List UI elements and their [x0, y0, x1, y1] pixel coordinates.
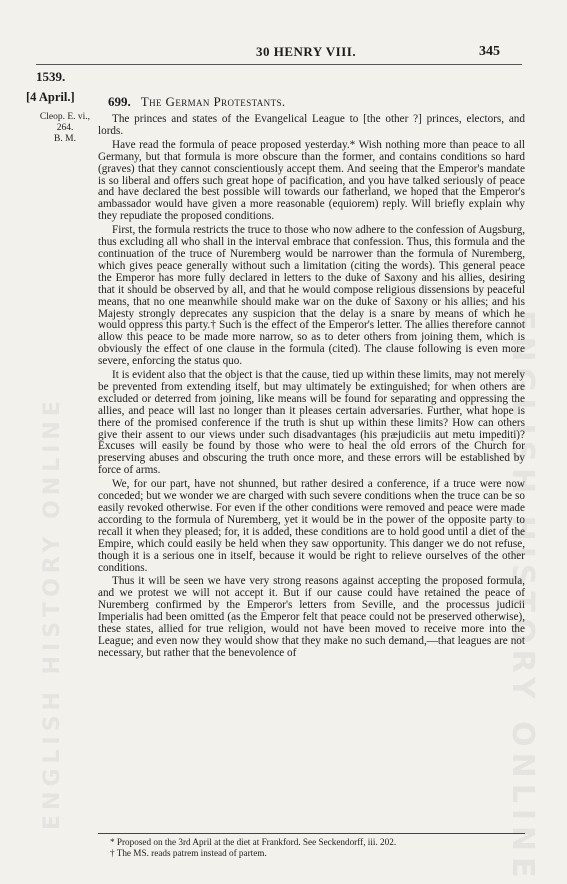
paragraph: Thus it will be seen we have very strong reasons against accepting the proposed formula, and we protest we will not accept it. But if our cause could have retained the peace of Nuremberg confirmed by the Emperor's letters from Seville, and the processus judicii Imperialis had been omitted (as the Emperor felt that peace could not be preserved otherwise), these states, allied for true religion, would not have been moved to receive more into the League; and even now they would show that they make no such demand,—that leagues are not necessary, but rather that the benevolence of — [98, 575, 525, 659]
paragraph: We, for our part, have not shunned, but rather desired a conference, if a truce were now conceded; but we wonder we are charged with such severe conditions when the truce can be so easily revoked otherwise. For even if the other conditions were removed and peace were made according to the formula of Nuremberg, yet it would be in the power of the opposite party to recall it when they pleased; for, it is added, these conditions are to hold good until a diet of the Empire, which could easily be held when they saw opportunity. This danger we do not refuse, though it is a serious one in itself, because it would be right to relieve ourselves of the other conditions. — [98, 478, 525, 574]
footnotes — [110, 837, 520, 858]
footnote: * Proposed on the 3rd April at the diet at Frankford. See Seckendorff, iii. 202. — [110, 837, 397, 847]
paragraph: Have read the formula of peace proposed yesterday.* Wish nothing more than peace to all Germany, but that formula is more obscure than the former, and contains conditions so hard (graves) that they cannot conscientiously accept them. And seeing that the Emperor's mandate is so liberal and offers such great hope of pacification, and you have talked seriously of peace and have declared the best possible will towards our fatherland, we hoped that the Emperor's ambassador would have given a more reasonable (equiorem) reply. Will briefly explain why they repudiate the proposed conditions. — [98, 138, 525, 223]
watermark-text: ENGLISH HISTORY ONLINE — [505, 310, 540, 884]
margin-ref-line: Cleop. E. vi., — [39, 112, 91, 122]
running-head — [0, 44, 567, 64]
footnote-rule — [98, 833, 525, 834]
paragraph: The princes and states of the Evangelical League to [the other ?] princes, electors, and lords. — [98, 113, 525, 137]
margin-reference — [36, 112, 94, 145]
page-number: 345 — [479, 44, 500, 59]
watermark-left — [0, 396, 65, 840]
margin-date: [4 April.] — [26, 90, 75, 104]
entry-heading — [108, 94, 286, 110]
entry-body — [98, 114, 525, 662]
margin-ref-line: 264. — [56, 123, 74, 133]
paragraph: It is evident also that the object is that the cause, tied up within these limits, may not merely be prevented from extending itself, but may ultimately be extinguished; for when others are excluded or deterred from joining, like means will be found for separating and oppressing the allies, and peace will last no longer than it pleases certain adversaries. Further, what hope is there of the promised conference if the truth is shut up within these limits? How can others give their assent to our views under such disadvantages (his præjudiciis aut metu impediti)? Excuses will easily be found by those who were to heal the old errors of the Church for preserving abuses and obscuring the truth once more, and these errors will be established by force of arms. — [98, 369, 525, 477]
watermark-text-left: ENGLISH HISTORY ONLINE — [40, 396, 65, 830]
entry-number: 699. — [108, 94, 131, 109]
header-rule — [36, 64, 522, 65]
margin-ref-line: B. M. — [54, 134, 76, 144]
paragraph: First, the formula restricts the truce to those who now adhere to the confession of Augsburg, thus excluding all who shall in the interval embrace that confession. Thus, this formula and the continuation of the truce of Nuremberg would be narrower than the formula of Nuremberg, which gives peace generally without such a limitation (citing the words). This general peace the Emperor has more fully declared in letters to the duke of Saxony and his allies, desiring that it should be observed by all, and that he would compose religious dissensions by peaceful means, that no one meanwhile should make war on the duke of Saxony or his allies; and his Majesty strongly deprecates any suspicion that the delay is a snare by means of which he would oppress this party.† Such is the effect of the Emperor's letter. The allies therefore cannot allow this peace to be made more narrow, so as to deter others from joining them, which is obviously the effect of one clause in the formula (cited). The clause following is even more severe, enforcing the status quo. — [98, 224, 525, 368]
running-head-title: 30 HENRY VIII. — [256, 44, 357, 59]
footnote: † The MS. reads patrem instead of partem. — [110, 847, 267, 858]
margin-year: 1539. — [36, 69, 66, 84]
entry-title: The German Protestants. — [140, 94, 286, 109]
